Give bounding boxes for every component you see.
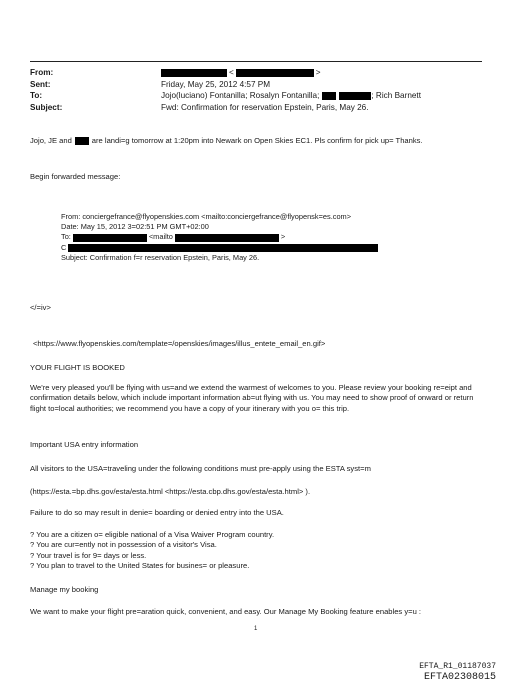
visitors-text: All visitors to the USA=traveling under the following conditions must pre-apply using the ESTA syst=m [30, 464, 371, 473]
to-recipients-end: ; Rich Barnett [371, 91, 421, 101]
fwd-subject: Subject: Confirmation f=r reservation Epstein, Paris, May 26. [61, 252, 260, 262]
fwd-cc-row [61, 243, 378, 253]
fwd-to-label: To: [61, 232, 71, 242]
to-recipients: Jojo(luciano) Fontanilla; Rosalyn Fontanilla; [161, 91, 320, 101]
manage-booking-text: We want to make your flight pre=aration quick, convenient, and easy. Our Manage My Booking feature enables y=u : [30, 607, 422, 616]
list-item: ? You are a citizen o= eligible national of a Visa Waiver Program country. [30, 530, 275, 539]
from-label: From: [30, 68, 54, 77]
message-rest: are landi=g tomorrow at 1:20pm into Newark on Open Skies EC1. Pls confirm for pick up= Thanks. [91, 136, 423, 145]
page-number: 1 [254, 626, 258, 632]
redaction-box [161, 69, 227, 77]
header-subject-row [30, 102, 421, 114]
header-from-row [30, 67, 421, 79]
sent-label: Sent: [30, 79, 51, 89]
redaction-box [322, 92, 336, 100]
message-line [30, 136, 423, 146]
redaction-box [73, 234, 147, 242]
from-value [161, 67, 321, 79]
list-item: ? Your travel is for 9= days or less. [30, 550, 147, 560]
to-label: To: [30, 91, 43, 101]
div-close-tag: </=iv> [30, 303, 51, 312]
forwarded-header [61, 212, 378, 263]
flight-booked-heading: YOUR FLIGHT IS BOOKED [30, 363, 125, 372]
fwd-date: Date: May 15, 2012 3=02:51 PM GMT+02:00 [61, 222, 209, 232]
to-value [161, 90, 421, 102]
welcome-paragraph: We're very pleased you'll be flying with us=and we extend the warmest of welcomes to you. Please review your booking re=eipt and confirmation details below, which include important information ab=ut flying with us. You may need to show proof of onward or return flight to=local authorities; we recommend you have a copy of your itinerary with you o= this trip. [30, 383, 474, 413]
redaction-box [75, 137, 89, 145]
usa-entry-heading: Important USA entry information [30, 440, 139, 449]
redaction-box [236, 69, 314, 77]
esta-link: (https://esta.=bp.dhs.gov/esta/esta.html <https://esta.cbp.dhs.gov/esta/esta.html> ). [30, 487, 311, 496]
footer-id: EFTA02308015 [423, 672, 496, 683]
email-header [30, 67, 421, 113]
message-start: Jojo, JE and [30, 136, 72, 145]
redaction-box [68, 244, 378, 252]
subject-value: Fwd: Confirmation for reservation Epstein, Paris, May 26. [161, 102, 369, 112]
fwd-from: From: conciergefrance@flyopenskies.com <mailto:conciergefrance@flyopensk=es.com> [61, 212, 352, 221]
from-gt: > [315, 68, 321, 77]
conditions-list [30, 530, 274, 572]
header-to-row [30, 90, 421, 102]
header-sent-row [30, 79, 421, 91]
subject-label: Subject: [30, 102, 63, 112]
image-url: <https://www.flyopenskies.com/template=/openskies/images/illus_entete_email_en.gif> [33, 339, 326, 348]
from-lt: < [229, 68, 234, 77]
fwd-to-gt: > [280, 232, 286, 242]
header-rule [30, 61, 482, 62]
redaction-box [175, 234, 279, 242]
failure-text: Failure to do so may result in denie= boarding or denied entry into the USA. [30, 508, 284, 517]
fwd-cc-label: C [61, 242, 67, 252]
manage-booking-heading: Manage my booking [30, 585, 99, 594]
sent-value: Friday, May 25, 2012 4:57 PM [161, 79, 271, 89]
list-item: ? You plan to travel to the United States for busines= or pleasure. [30, 561, 250, 571]
redaction-box [339, 92, 371, 100]
list-item: ? You are cur=ently not in possession of a visitor's Visa. [30, 540, 217, 550]
fwd-to-mailto: <mailto [148, 232, 173, 242]
begin-forwarded: Begin forwarded message: [30, 172, 121, 181]
fwd-to-row [61, 232, 378, 242]
footer-reference: EFTA_R1_01187037 [419, 662, 496, 671]
